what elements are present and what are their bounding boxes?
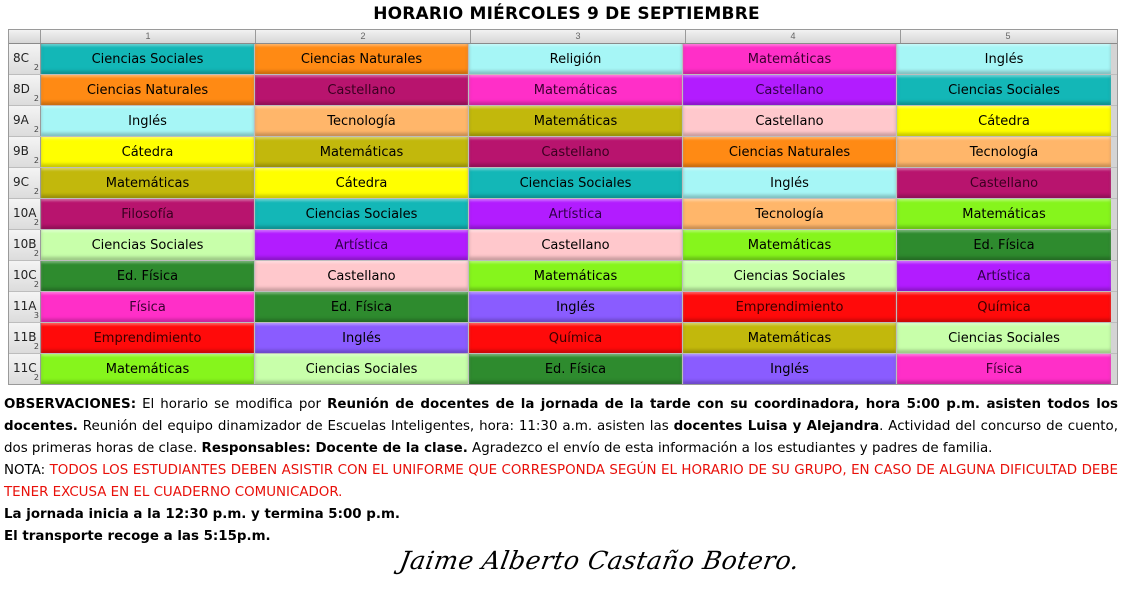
schedule-cell[interactable]: Emprendimiento	[41, 323, 255, 353]
table-row	[9, 168, 1117, 199]
observations-bold: Responsables: Docente de la clase.	[201, 441, 468, 456]
schedule-cell[interactable]: Artística	[897, 261, 1111, 291]
note-label: NOTA:	[4, 463, 50, 478]
schedule-cell[interactable]: Física	[897, 354, 1111, 384]
group-subscript: 2	[33, 125, 39, 134]
schedule-cell[interactable]: Matemáticas	[897, 199, 1111, 229]
row-label[interactable]	[9, 75, 41, 105]
schedule-cell[interactable]: Castellano	[683, 75, 897, 105]
schedule-cell[interactable]: Ed. Física	[897, 230, 1111, 260]
schedule-cell[interactable]: Artística	[469, 199, 683, 229]
row-label[interactable]	[9, 199, 41, 229]
group-name: 11C	[13, 361, 37, 375]
schedule-cell[interactable]: Emprendimiento	[683, 292, 897, 322]
schedule-rows	[9, 44, 1117, 384]
column-header[interactable]: 3	[471, 30, 686, 43]
schedule-cell[interactable]: Ciencias Sociales	[255, 199, 469, 229]
schedule-cell[interactable]: Ed. Física	[41, 261, 255, 291]
schedule-cell[interactable]: Ciencias Sociales	[469, 168, 683, 198]
group-name: 9C	[13, 175, 30, 189]
signature: Jaime Alberto Castaño Botero.	[397, 546, 802, 575]
table-row	[9, 75, 1117, 106]
row-label[interactable]	[9, 230, 41, 260]
schedule-hours	[4, 504, 1118, 526]
row-label[interactable]	[9, 292, 41, 322]
page-title: HORARIO MIÉRCOLES 9 DE SEPTIEMBRE	[373, 4, 760, 24]
group-name: 11A	[13, 299, 37, 313]
observations-text: Reunión del equipo dinamizador de Escuelas Inteligentes, hora: 11:30 a.m. asisten las	[77, 419, 674, 434]
schedule-cell[interactable]: Inglés	[897, 44, 1111, 74]
table-row	[9, 261, 1117, 292]
schedule-cell[interactable]: Ciencias Sociales	[897, 75, 1111, 105]
schedule-cell[interactable]: Química	[469, 323, 683, 353]
schedule-cell[interactable]: Ed. Física	[469, 354, 683, 384]
column-header-row	[9, 30, 1117, 44]
observations-label: OBSERVACIONES:	[4, 397, 137, 412]
schedule-cell[interactable]: Ciencias Naturales	[683, 137, 897, 167]
group-name: 11B	[13, 330, 37, 344]
schedule-cell[interactable]: Ed. Física	[255, 292, 469, 322]
table-row	[9, 323, 1117, 354]
observations	[4, 394, 1118, 548]
schedule-cell[interactable]: Cátedra	[255, 168, 469, 198]
schedule-cell[interactable]: Ciencias Sociales	[41, 230, 255, 260]
schedule-cell[interactable]: Matemáticas	[683, 230, 897, 260]
table-row	[9, 44, 1117, 75]
schedule-cell[interactable]: Inglés	[41, 106, 255, 136]
schedule-cell[interactable]: Matemáticas	[683, 44, 897, 74]
note-paragraph	[4, 460, 1118, 504]
schedule-cell[interactable]: Ciencias Naturales	[41, 75, 255, 105]
schedule-cell[interactable]: Artística	[255, 230, 469, 260]
schedule-cell[interactable]: Ciencias Sociales	[897, 323, 1111, 353]
schedule-cell[interactable]: Inglés	[683, 354, 897, 384]
table-row	[9, 106, 1117, 137]
jornada-text: La jornada inicia a la 12:30 p.m. y termina 5:00 p.m.	[4, 507, 400, 522]
note-text: TODOS LOS ESTUDIANTES DEBEN ASISTIR CON EL UNIFORME QUE CORRESPONDA SEGÚN EL HORARIO DE SU GRUPO, EN CASO DE ALGUNA DIFICULTAD DEBE TENER EXCUSA EN EL CUADERNO COMUNICADOR.	[4, 463, 1118, 500]
schedule-cell[interactable]: Inglés	[683, 168, 897, 198]
group-subscript: 2	[33, 187, 39, 196]
table-row	[9, 292, 1117, 323]
schedule-cell[interactable]: Castellano	[255, 261, 469, 291]
row-label[interactable]	[9, 354, 41, 384]
transport-info	[4, 526, 1118, 548]
group-subscript: 2	[33, 218, 39, 227]
schedule-cell[interactable]: Matemáticas	[41, 354, 255, 384]
table-row	[9, 199, 1117, 230]
schedule-cell[interactable]: Cátedra	[897, 106, 1111, 136]
group-name: 8D	[13, 82, 30, 96]
group-name: 10C	[13, 268, 37, 282]
schedule-cell[interactable]: Ciencias Sociales	[683, 261, 897, 291]
schedule-cell[interactable]: Ciencias Naturales	[255, 44, 469, 74]
row-label[interactable]	[9, 137, 41, 167]
observations-bold: Reunión de docentes de la jornada de la tarde con su coordinadora, hora 5:00 p.m. asisten todos los docentes.	[4, 397, 1119, 434]
schedule-cell[interactable]: Tecnología	[897, 137, 1111, 167]
schedule-cell[interactable]: Tecnología	[255, 106, 469, 136]
schedule-cell[interactable]: Inglés	[469, 292, 683, 322]
observations-text: El horario se modifica por	[136, 397, 328, 412]
schedule-cell[interactable]: Química	[897, 292, 1111, 322]
header-corner	[9, 30, 41, 43]
column-header[interactable]: 5	[1005, 31, 1011, 41]
row-label[interactable]	[9, 168, 41, 198]
group-subscript: 2	[33, 63, 39, 72]
group-name: 10A	[13, 206, 37, 220]
group-name: 9A	[13, 113, 29, 127]
column-header[interactable]: 4	[686, 30, 901, 43]
column-header[interactable]: 2	[256, 30, 471, 43]
column-header[interactable]: 1	[41, 30, 256, 43]
schedule-cell[interactable]: Castellano	[469, 137, 683, 167]
observations-text: . Actividad del concurso de cuento, dos primeras horas de clase.	[4, 419, 1119, 456]
row-label[interactable]	[9, 261, 41, 291]
schedule-cell[interactable]: Matemáticas	[41, 168, 255, 198]
row-label[interactable]	[9, 323, 41, 353]
schedule-cell[interactable]: Castellano	[255, 75, 469, 105]
table-row	[9, 137, 1117, 168]
schedule-cell[interactable]: Castellano	[897, 168, 1111, 198]
schedule-cell[interactable]: Ciencias Sociales	[255, 354, 469, 384]
group-subscript: 2	[33, 373, 39, 382]
transporte-text: El transporte recoge a las 5:15p.m.	[4, 529, 271, 544]
schedule-cell[interactable]: Matemáticas	[469, 106, 683, 136]
schedule-cell[interactable]: Matemáticas	[469, 75, 683, 105]
schedule-cell[interactable]: Ciencias Sociales	[41, 44, 255, 74]
observations-bold: docentes Luisa y Alejandra	[673, 419, 880, 434]
schedule-cell[interactable]: Castellano	[683, 106, 897, 136]
group-subscript: 2	[33, 94, 39, 103]
schedule-cell[interactable]: Física	[41, 292, 255, 322]
group-subscript: 3	[33, 311, 39, 320]
schedule-cell[interactable]: Inglés	[255, 323, 469, 353]
table-row	[9, 354, 1117, 384]
schedule-table	[8, 29, 1118, 385]
group-name: 10B	[13, 237, 37, 251]
schedule-cell[interactable]: Cátedra	[41, 137, 255, 167]
observations-text: Agradezco el envío de esta información a los estudiantes y padres de familia.	[467, 441, 993, 456]
group-subscript: 2	[33, 249, 39, 258]
schedule-cell[interactable]: Matemáticas	[255, 137, 469, 167]
schedule-cell[interactable]: Castellano	[469, 230, 683, 260]
group-name: 9B	[13, 144, 29, 158]
observations-paragraph	[4, 394, 1118, 460]
group-subscript: 2	[33, 280, 39, 289]
schedule-cell[interactable]: Matemáticas	[469, 261, 683, 291]
schedule-cell[interactable]: Filosofía	[41, 199, 255, 229]
schedule-cell[interactable]: Religión	[469, 44, 683, 74]
schedule-cell[interactable]: Tecnología	[683, 199, 897, 229]
table-row	[9, 230, 1117, 261]
row-label[interactable]	[9, 44, 41, 74]
row-label[interactable]	[9, 106, 41, 136]
group-subscript: 2	[33, 342, 39, 351]
schedule-cell[interactable]: Matemáticas	[683, 323, 897, 353]
group-name: 8C	[13, 51, 30, 65]
group-subscript: 2	[33, 156, 39, 165]
